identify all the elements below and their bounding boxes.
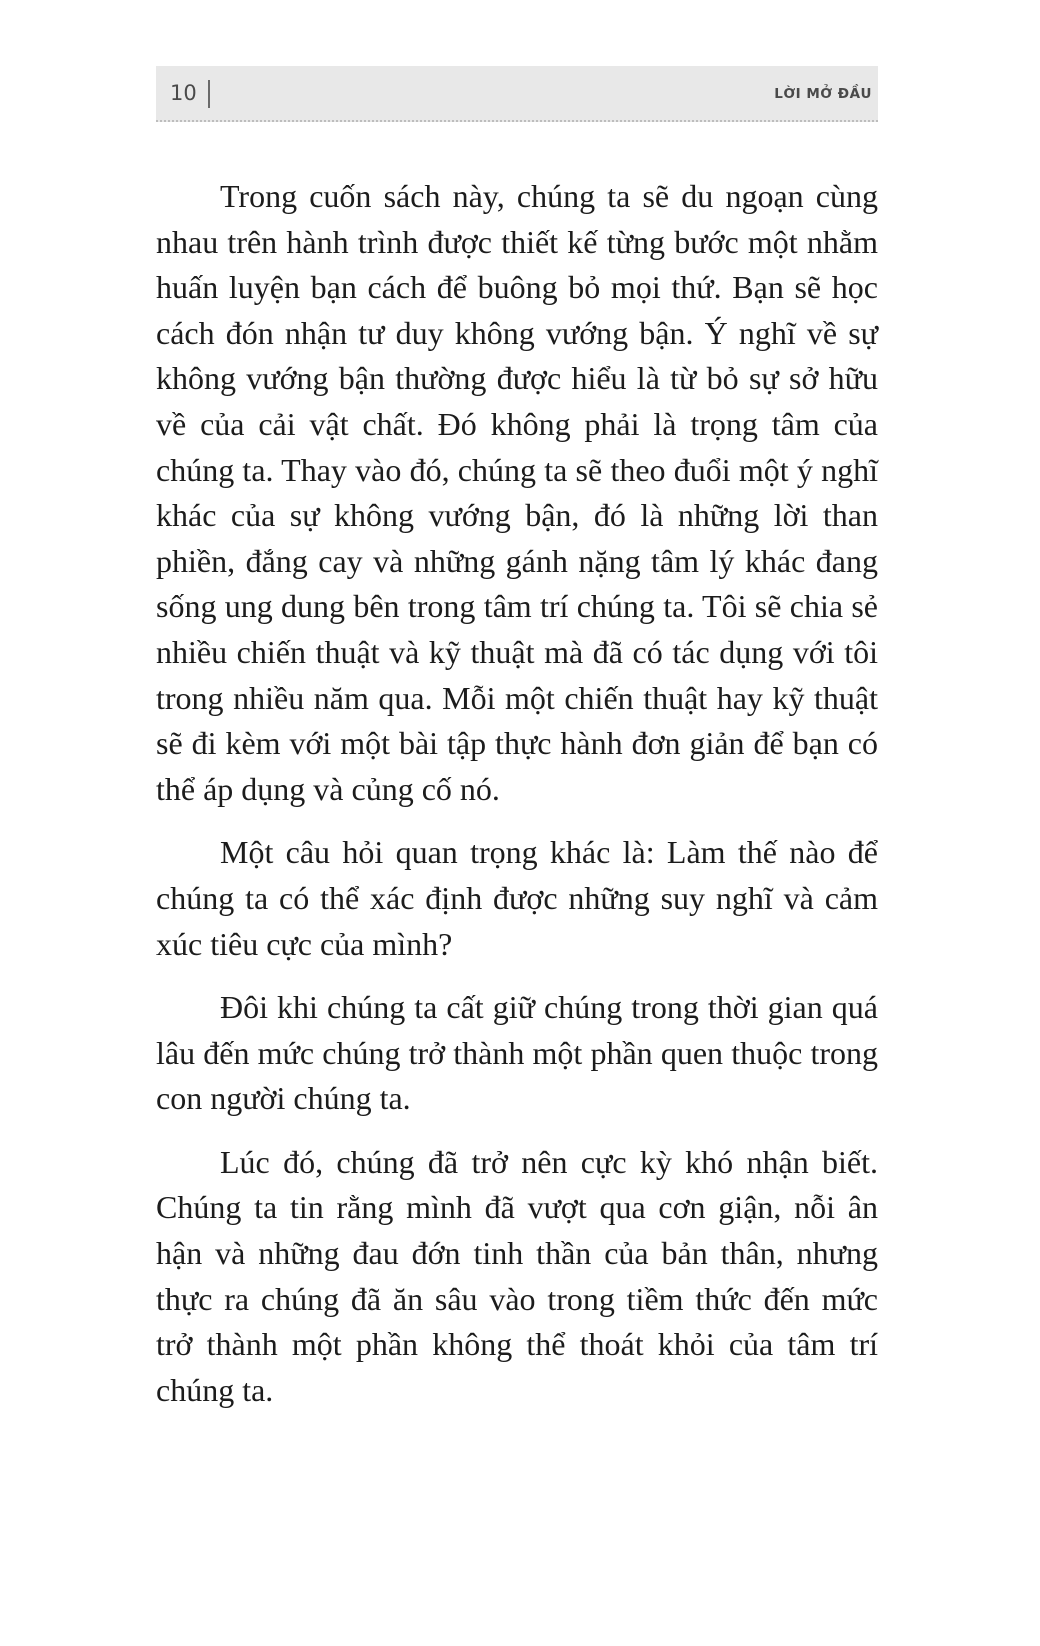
header-divider: [208, 80, 210, 108]
paragraph: Đôi khi chúng ta cất giữ chúng trong thời gian quá lâu đến mức chúng trở thành một phần quen thuộc trong con người chúng ta.: [156, 989, 878, 1117]
body-text: [156, 174, 878, 1431]
paragraph: Lúc đó, chúng đã trở nên cực kỳ khó nhận biết. Chúng ta tin rằng mình đã vượt qua cơn giận, nỗi ân hận và những đau đớn tinh thần của bản thân, nhưng thực ra chúng đã ăn sâu vào trong tiềm thức đến mức trở thành một phần không thể thoát khỏi của tâm trí chúng ta.: [156, 1143, 878, 1408]
page-number: 10: [170, 81, 197, 105]
page-header: [156, 66, 878, 122]
paragraph: Một câu hỏi quan trọng khác là: Làm thế nào để chúng ta có thể xác định được những suy nghĩ và cảm xúc tiêu cực của mình?: [156, 834, 878, 962]
paragraph: Trong cuốn sách này, chúng ta sẽ du ngoạn cùng nhau trên hành trình được thiết kế từng bước một nhằm huấn luyện bạn cách để buông bỏ mọi thứ. Bạn sẽ học cách đón nhận tư duy không vướng bận. Ý nghĩ về sự không vướng bận thường được hiểu là từ bỏ sự sở hữu về của cải vật chất. Đó không phải là trọng tâm của chúng ta. Thay vào đó, chúng ta sẽ theo đuổi một ý nghĩ khác của sự không vướng bận, đó là những lời than phiền, đắng cay và những gánh nặng tâm lý khác đang sống ung dung bên trong tâm trí chúng ta. Tôi sẽ chia sẻ nhiều chiến thuật và kỹ thuật mà đã có tác dụng với tôi trong nhiều năm qua. Mỗi một chiến thuật hay kỹ thuật sẽ đi kèm với một bài tập thực hành đơn giản để bạn có thể áp dụng và củng cố nó.: [156, 178, 878, 807]
running-head: LỜI MỞ ĐẦU: [774, 86, 872, 102]
